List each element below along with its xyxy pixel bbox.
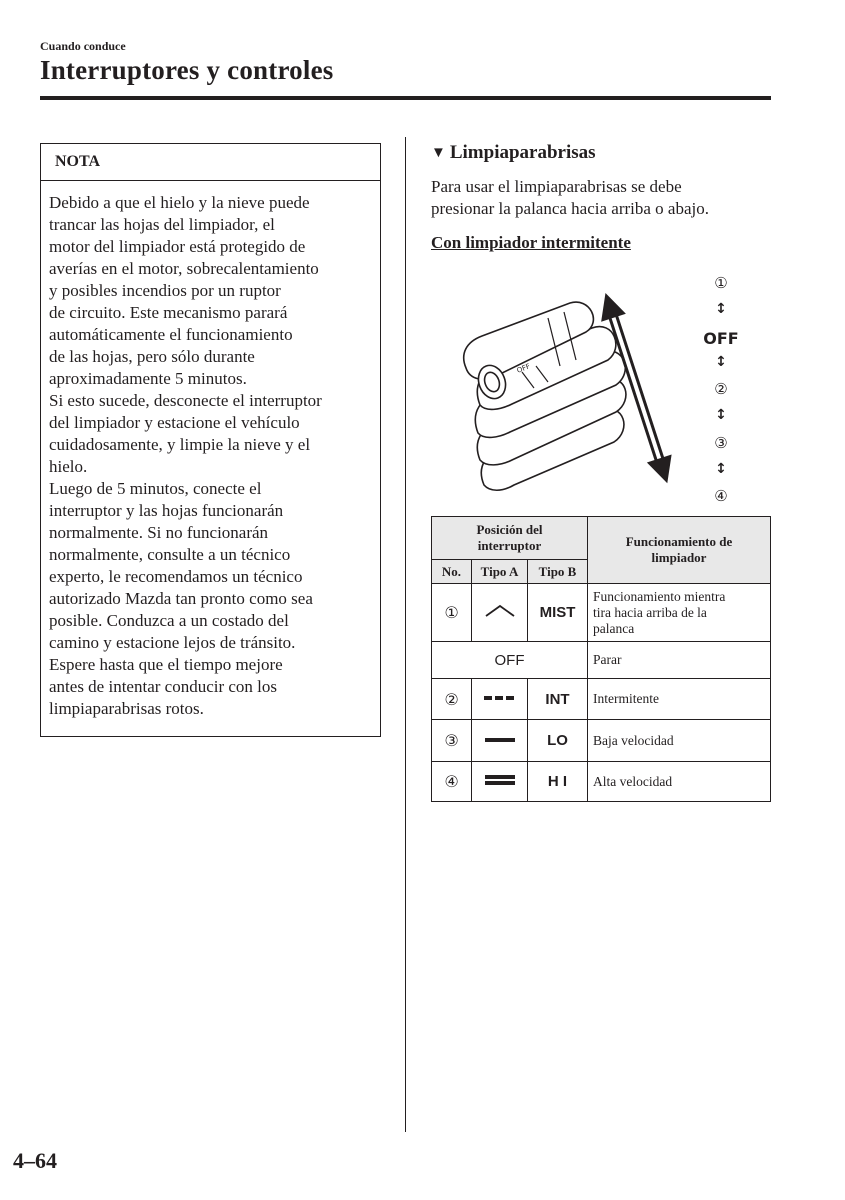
- function-description: Parar: [588, 642, 771, 679]
- nota-line: autorizado Mazda tan pronto como sea: [49, 589, 313, 608]
- header-wiper-function: Funcionamiento de limpiador: [588, 517, 771, 584]
- up-down-arrow-icon: ↕: [715, 301, 727, 317]
- nota-line: hielo.: [49, 457, 88, 476]
- nota-line: cuidadosamente, y limpie la nieve y el: [49, 435, 311, 454]
- nota-line: Debido a que el hielo y la nieve puede: [49, 193, 310, 212]
- table-row: [432, 584, 771, 642]
- nota-line: de circuito. Este mecanismo parará: [49, 303, 288, 322]
- header-no: No.: [432, 560, 472, 584]
- desc-line: Funcionamiento mientra: [593, 588, 726, 604]
- header-type-b: Tipo B: [528, 560, 588, 584]
- header-switch-position: Posición del interruptor: [432, 517, 588, 560]
- nota-line: Si esto sucede, desconecte el interruptor: [49, 391, 322, 410]
- page-number: 4–64: [13, 1148, 57, 1173]
- nota-line: motor del limpiador está protegido de: [49, 237, 306, 256]
- section-label: Cuando conduce: [40, 39, 126, 53]
- type-b-label: INT: [528, 679, 588, 720]
- nota-line: limpiaparabrisas rotos.: [49, 699, 204, 718]
- high-speed-double-bar-icon: [472, 762, 528, 802]
- triangle-marker-icon: ▼: [431, 145, 446, 161]
- nota-line: Espere hasta que el tiempo mejore: [49, 655, 283, 674]
- nota-line: de las hojas, pero sólo durante: [49, 347, 255, 366]
- page-title: Interruptores y controles: [40, 55, 334, 85]
- function-description: Alta velocidad: [588, 762, 771, 802]
- desc-line: tira hacia arriba de la: [593, 604, 707, 620]
- nota-line: normalmente, consulte a un técnico: [49, 545, 291, 564]
- wiper-positions-table: [431, 516, 771, 802]
- type-b-label: H I: [528, 762, 588, 802]
- low-speed-bar-icon: [472, 720, 528, 762]
- wiper-lever-diagram: [452, 270, 772, 512]
- intermittent-dashes-icon: [472, 679, 528, 720]
- up-down-arrow-icon: ↕: [715, 407, 727, 423]
- off-label: OFF: [432, 642, 588, 679]
- up-down-arrow-icon: ↕: [715, 461, 727, 477]
- position-2-label: ②: [714, 380, 728, 398]
- table-row: [432, 762, 771, 802]
- nota-line: normalmente. Si no funcionarán: [49, 523, 269, 542]
- position-off-label: OFF: [703, 329, 739, 348]
- nota-line: automáticamente el funcionamiento: [49, 325, 293, 344]
- up-down-arrow-icon: ↕: [715, 354, 727, 370]
- wipers-heading-text: Limpiaparabrisas: [449, 142, 596, 163]
- nota-line: antes de intentar conducir con los: [49, 677, 278, 696]
- type-b-label: LO: [528, 720, 588, 762]
- wiper-lever-illustration: [452, 270, 672, 512]
- function-description: [588, 584, 771, 642]
- mist-caret-icon: [472, 584, 528, 642]
- intro-line: Para usar el limpiaparabrisas se debe: [431, 177, 682, 196]
- nota-line: averías en el motor, sobrecalentamiento: [49, 259, 319, 278]
- nota-line: posible. Conduzca a un costado del: [49, 611, 289, 630]
- header-type-a: Tipo A: [472, 560, 528, 584]
- row-number: ②: [432, 679, 472, 720]
- nota-line: Luego de 5 minutos, conecte el: [49, 479, 262, 498]
- nota-heading: NOTA: [41, 144, 380, 181]
- desc-line: palanca: [593, 620, 635, 636]
- wipers-heading: [431, 142, 596, 164]
- nota-line: y posibles incendios por un ruptor: [49, 281, 281, 300]
- position-3-label: ③: [714, 434, 728, 452]
- nota-line: del limpiador y estacione el vehículo: [49, 413, 300, 432]
- table-row: [432, 642, 771, 679]
- type-b-label: MIST: [528, 584, 588, 642]
- function-description: Intermitente: [588, 679, 771, 720]
- row-number: ④: [432, 762, 472, 802]
- nota-line: camino y estacione lejos de tránsito.: [49, 633, 296, 652]
- nota-line: interruptor y las hojas funcionarán: [49, 501, 284, 520]
- lever-off-text: OFF: [515, 362, 532, 375]
- wipers-intro: [431, 176, 776, 220]
- nota-line: trancar las hojas del limpiador, el: [49, 215, 275, 234]
- row-number: ③: [432, 720, 472, 762]
- intro-line: presionar la palanca hacia arriba o abajo.: [431, 199, 709, 218]
- position-4-label: ④: [714, 487, 728, 505]
- nota-body: [41, 181, 380, 720]
- nota-line: experto, le recomendamos un técnico: [49, 567, 303, 586]
- nota-line: aproximadamente 5 minutos.: [49, 369, 247, 388]
- position-1-label: ①: [714, 274, 728, 292]
- function-description: Baja velocidad: [588, 720, 771, 762]
- nota-box: [40, 143, 381, 737]
- table-row: [432, 720, 771, 762]
- column-divider: [405, 137, 406, 1132]
- intermittent-subheading: Con limpiador intermitente: [431, 233, 631, 252]
- table-row: [432, 679, 771, 720]
- row-number: ①: [432, 584, 472, 642]
- title-rule: [40, 96, 771, 100]
